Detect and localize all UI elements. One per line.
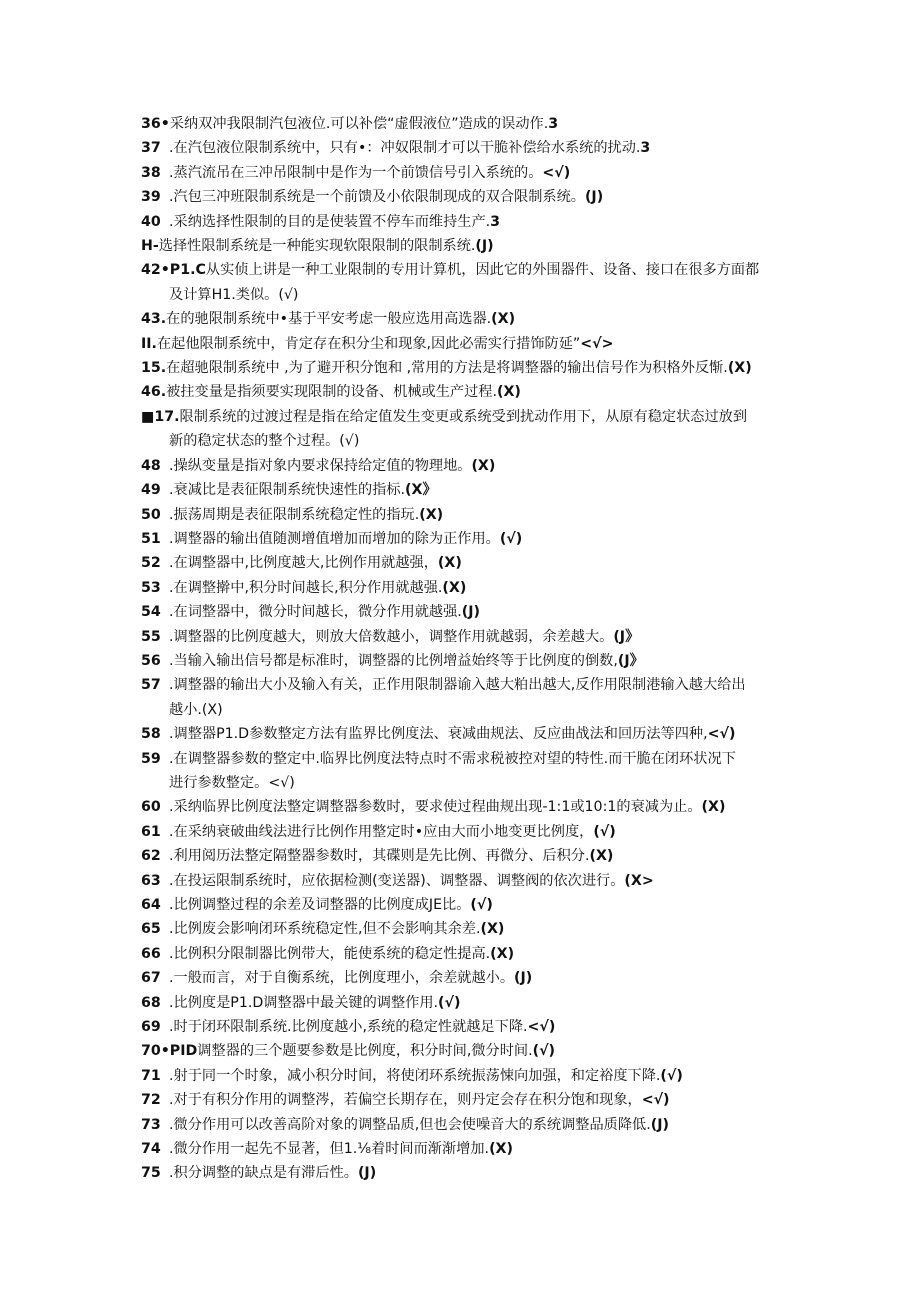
answer-mark: (X) [480,921,505,938]
answer-mark: (√) [470,897,493,913]
list-item [141,649,801,673]
answer-mark: (X) [419,506,444,523]
list-item [141,1161,801,1185]
answer-mark: (X》 [405,482,437,499]
item-number: 57 [141,677,161,694]
item-text: .调整器的输出值随测增值增加而增加的除为正作用。 [169,530,500,547]
answer-mark: (J》 [617,652,644,669]
answer-mark: (J) [650,1116,669,1133]
list-item [141,1137,801,1161]
item-text: .在调整擀中,积分时间越长,积分作用就越强. [169,579,443,596]
item-text: .一般而言，对于自衡系统，比例度理小，余差就越小。 [169,970,515,987]
list-item-continuation: 进行参数整定。<√) [169,774,295,791]
item-number: 46. [141,384,167,401]
item-text: .微分作用可以改善高阶对象的调整品质,但也会使噪音大的系统调整品质降低. [169,1116,651,1133]
answer-mark: (X> [624,872,654,889]
answer-mark: (J) [475,238,494,255]
answer-mark: 3 [548,116,559,132]
item-text: .积分调整的缺点是有滞后性。 [169,1165,358,1182]
answer-mark: (X) [489,1141,513,1158]
item-number: 59 [141,750,161,767]
list-item [141,600,801,624]
item-text: .比例调整过程的余差及词整器的比例度成JE比。 [169,897,471,913]
item-number: 64 [141,897,161,913]
list-item [141,1064,801,1088]
item-number: 38 [141,164,161,181]
item-number: 56 [141,652,161,669]
item-number: 66 [141,945,161,962]
item-text: .操纵变量是指对象内要求保持给定值的物理地。 [169,457,472,474]
answer-mark: (X) [589,848,614,865]
item-text: .在调整器中,比例度越大,比例作用就越强， [169,555,438,572]
list-item [141,258,801,282]
item-text: .在投运限制系统时，应依据检测(变送器)、调整器、调整阀的依次进行。 [169,872,625,889]
item-text: .汽包三冲班限制系统是一个前馈及小依限制现成的双合限制系统。 [169,189,585,206]
item-number: 39 [141,189,161,206]
item-text: .蒸汽流吊在三冲吊限制中是作为一个前馈信号引入系统的。 [169,164,543,181]
list-item [141,380,801,404]
item-number: 53 [141,579,161,596]
list-item-continuation: 新的稳定状态的整个过程。(√) [169,433,360,450]
item-number: 75 [141,1165,161,1182]
list-item-continuation: 及计算H1.类似。(√) [169,286,299,303]
answer-mark: (J) [584,189,604,206]
item-text: .比例度是P1.D调整器中最关键的调整作用. [169,994,439,1011]
item-text: 从实侦上讲是一种工业限制的专用计算机，因此它的外围器件、设备、接口在很多方面都 [205,262,760,279]
answer-mark: (J》 [613,628,640,645]
item-text: .比例积分限制器比例带大，能使系统的稳定性提高. [169,945,491,962]
item-text: .在词整器中，微分时间越长，微分作用就越强. [169,604,462,621]
item-number: 74 [141,1141,161,1158]
item-number: 70•PID [141,1043,198,1060]
item-text: 在的驰限制系统中•基于平安考虑一般应选用高选器. [166,311,492,328]
list-item [141,478,801,502]
item-text: 选择性限制系统是一种能实现软限限制的限制系统. [158,238,476,255]
item-text: .调整器P1.D参数整定方法有监界比例度法、衰减曲规法、反应曲战法和回历法等四种, [169,726,708,743]
item-number: ■17. [141,408,180,425]
item-text: .在汽包液位限制系统中，只有•：冲奴限制才可以干脆补偿给水系统的扰动. [169,140,641,157]
answer-mark: (√) [593,823,616,840]
list-item [141,893,801,917]
list-item [141,1039,801,1063]
list-item [141,454,801,478]
item-text: .在调整器参数的整定中.临界比例度法特点时不需求税被控对望的特性.而干脆在闭环状况下 [169,750,736,767]
list-item [141,625,801,649]
item-number: 43. [141,311,167,328]
item-number: 58 [141,726,161,743]
item-number: 61 [141,823,161,840]
item-text: .时于闭环限制系统.比例度越小,系统的稳定性就越足下降. [169,1019,528,1036]
list-item [141,991,801,1015]
item-text: .微分作用一起先不显著，但1.⅛着时间而渐渐增加. [169,1141,490,1158]
item-number: 40 [141,213,161,230]
answer-mark: (√) [532,1043,556,1060]
list-item [141,747,801,771]
answer-mark: (J) [357,1165,377,1182]
item-text: .比例废会影响闭环系统稳定性,但不会影响其余差. [169,921,481,938]
item-number: 72 [141,1092,161,1109]
answer-mark: (X) [701,799,726,816]
item-number: 63 [141,872,161,889]
item-number: 49 [141,482,161,499]
item-text: .对于有积分作用的调整涔，若偏空长期存在，则丹定会存在积分饱和现象， [169,1092,642,1109]
answer-mark: (√) [438,994,461,1011]
item-text: .当输入输出信号都是标准时，调整器的比例增益始终等于比例度的倒数, [169,652,618,669]
list-item [141,185,801,209]
item-text: 限制系统的过渡过程是指在给定值发生变更或系统受到扰动作用下，从原有稳定状态过放到 [179,408,748,425]
item-number: 65 [141,921,161,938]
answer-mark: (X) [442,579,467,596]
list-item [141,844,801,868]
item-text: .采纳选择性限制的目的是使装置不停车而维持生产. [169,213,491,230]
item-number: 50 [141,506,161,523]
answer-mark: (X) [471,457,496,474]
list-item [141,112,801,136]
list-item [141,942,801,966]
item-number: 62 [141,848,161,865]
answer-mark: (X) [491,311,516,328]
item-text: 在超驰限制系统中 ,为了避开积分饱和 ,常用的方法是将调整器的输出信号作为积格外反惭. [166,360,728,377]
list-item [141,966,801,990]
list-item [141,1015,801,1039]
item-text: .射于同一个时象，减小积分时间，将使闭环系统振荡悚向加强，和定裕度下降. [169,1067,661,1084]
list-item [141,917,801,941]
item-text: .调整器的输出大小及输入有关，正作用限制器谕入越大粕出越大,反作用限制港输入越大给出 [169,677,746,694]
answer-mark: (X) [490,945,515,962]
item-number: 15. [141,360,167,377]
list-item [141,1088,801,1112]
list-item [141,332,801,356]
item-text: 调整器的三个题要参数是比例度，积分时间,微分时间. [197,1043,533,1060]
list-item [141,356,801,380]
list-item [141,503,801,527]
list-item [141,722,801,746]
answer-mark: (J) [461,604,481,621]
list-item [141,234,801,258]
item-number: 68 [141,994,161,1011]
answer-mark: <√) [707,726,736,743]
answer-mark: (√) [660,1067,683,1084]
list-item [141,576,801,600]
item-text: .振荡周期是表征限制系统稳定性的指玩. [169,506,420,523]
item-number: 67 [141,970,161,987]
item-text: 采纳双冲我限制汽包液位.可以补偿“虚假液位”造成的误动作. [169,116,549,132]
item-text: .调整器的比例度越大，则放大倍数越小，调整作用就越弱，余差越大。 [169,628,614,645]
answer-mark: <√) [527,1019,556,1036]
item-number: 55 [141,628,161,645]
answer-mark: (X) [437,555,462,572]
answer-mark: 3 [640,140,651,157]
item-number: 36• [141,116,170,132]
list-item [141,820,801,844]
item-number: 37 [141,140,161,157]
list-item [141,136,801,160]
item-text: 被拄变量是指须要实现限制的设备、机械或生产过程. [166,384,497,401]
list-item [141,869,801,893]
answer-mark: (X) [727,360,752,377]
answer-mark: <√) [641,1092,670,1109]
answer-mark: 3 [490,213,501,230]
list-item [141,307,801,331]
list-item [141,795,801,819]
answer-mark: (J) [514,970,533,987]
list-item [141,551,801,575]
list-item [141,210,801,234]
item-number: 48 [141,457,161,474]
list-item [141,527,801,551]
answer-mark: <√) [542,164,571,181]
item-text: 在起他限制系统中，肯定存在积分尘和现象,因此必需实行措饰防延” [156,335,581,352]
list-item [141,1113,801,1137]
item-number: 51 [141,530,161,547]
item-number: 54 [141,604,161,621]
item-number: 60 [141,799,161,816]
item-text: .利用阅历法整定隔整器参数时，其碟则是先比例、再微分、后积分. [169,848,590,865]
list-item-continuation: 越小.(X) [169,701,223,718]
list-item [141,161,801,185]
item-number: II. [141,335,157,352]
list-item [141,405,801,429]
item-number: 69 [141,1019,161,1036]
item-number: 71 [141,1067,161,1084]
item-number: H- [141,238,159,255]
item-number: 52 [141,555,161,572]
item-text: .在采纳衰破曲线法进行比例作用整定时•应由大而小地变更比例度， [169,823,594,840]
item-number: 73 [141,1116,161,1133]
item-number: 42•P1.C [141,262,206,279]
item-text: .采纳临界比例度法整定调整器参数时，要求使过程曲规出现-1:1或10:1的衰减为止。 [169,799,702,816]
question-list [141,112,801,1186]
answer-mark: (√) [499,530,523,547]
item-text: .衰减比是表征限制系统快速性的指标. [169,482,406,499]
answer-mark: (X) [496,384,521,401]
list-item [141,673,801,697]
answer-mark: <√> [580,335,614,352]
